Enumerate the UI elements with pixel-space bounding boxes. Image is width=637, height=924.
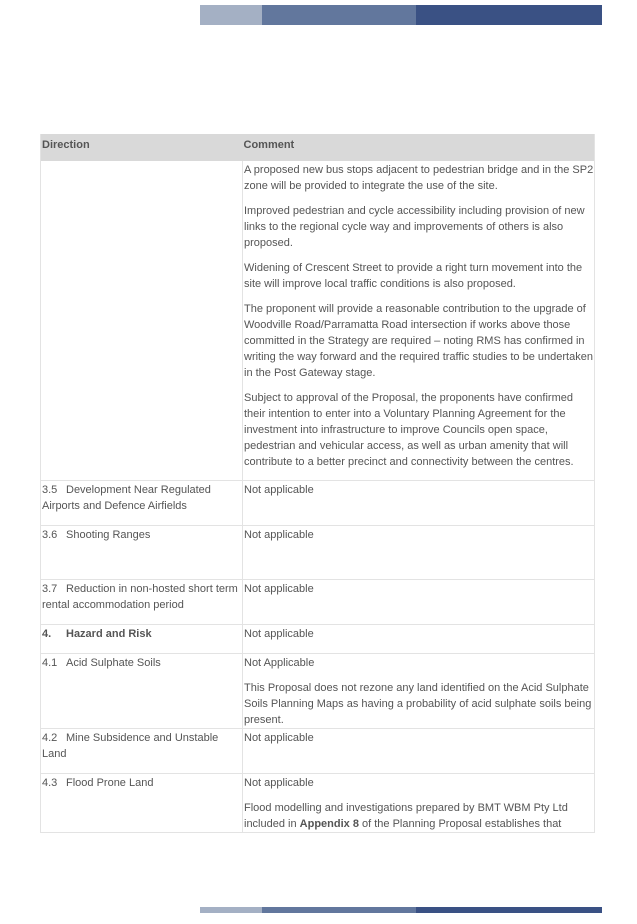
- direction-cell: [41, 654, 243, 729]
- direction-title: Reduction in non-hosted short term rental accommodation period: [42, 583, 238, 611]
- comment-cell: [243, 729, 595, 774]
- comment-cell: [243, 580, 595, 625]
- comment-paragraph: Not applicable: [244, 777, 314, 789]
- comment-text: Not applicable: [244, 732, 314, 744]
- header-color-band: [200, 5, 602, 25]
- footer-band-segment: [200, 907, 262, 913]
- direction-title: Shooting Ranges: [66, 529, 151, 541]
- table-header-row: [41, 134, 595, 161]
- direction-title: Acid Sulphate Soils: [66, 657, 161, 669]
- direction-cell: [41, 774, 243, 833]
- table-row: [41, 774, 595, 833]
- direction-cell: [41, 161, 243, 481]
- table-row: [41, 580, 595, 625]
- direction-cell: [41, 580, 243, 625]
- direction-cell: [41, 729, 243, 774]
- comment-paragraph: This Proposal does not rezone any land identified on the Acid Sulphate Soils Planning Maps as having a probability of acid sulphate soils being present.: [244, 682, 592, 726]
- table-row: [41, 654, 595, 729]
- header-band-segment: [262, 5, 416, 25]
- comment-paragraph: Widening of Crescent Street to provide a right turn movement into the site will improve local traffic conditions is also proposed.: [244, 262, 583, 290]
- table-row: [41, 161, 595, 481]
- header-band-segment: [416, 5, 602, 25]
- direction-title: Development Near Regulated Airports and Defence Airfields: [42, 484, 211, 512]
- comment-cell: [243, 625, 595, 654]
- appendix-reference: Appendix 8: [299, 818, 359, 830]
- comment-text: Not applicable: [244, 484, 314, 496]
- footer-band-segment: [416, 907, 602, 913]
- comment-paragraph: Improved pedestrian and cycle accessibility including provision of new links to the regional cycle way and improvements of others is also proposed.: [244, 205, 585, 249]
- direction-number: 4.2: [42, 732, 58, 744]
- comment-cell: [243, 526, 595, 580]
- comment-paragraph: Subject to approval of the Proposal, the proponents have confirmed their intention to enter into a Voluntary Planning Agreement for the investment into infrastructure to improve Councils open space, pedestrian and vehicular access, as well as urban amenity that will contribute to a better precinct and connectivity between the centres.: [244, 392, 574, 468]
- table-row: [41, 625, 595, 654]
- comment-paragraph: [244, 800, 594, 832]
- comment-text: of the Planning Proposal establishes that: [358, 818, 562, 830]
- comment-text: Not applicable: [244, 529, 314, 541]
- direction-cell: [41, 481, 243, 526]
- direction-number: 4.: [42, 628, 52, 640]
- directions-table: [40, 134, 595, 833]
- footer-band-segment: [262, 907, 416, 913]
- direction-cell: [41, 526, 243, 580]
- direction-title: Mine Subsidence and Unstable Land: [42, 732, 219, 760]
- direction-cell: [41, 625, 243, 654]
- comment-cell: [243, 161, 595, 481]
- table-row: [41, 526, 595, 580]
- comment-cell: [243, 481, 595, 526]
- direction-number: 4.3: [42, 777, 58, 789]
- comment-text: Not applicable: [244, 628, 314, 640]
- comment-text: Not applicable: [244, 583, 314, 595]
- comment-paragraph: Not Applicable: [244, 657, 315, 669]
- direction-number: 3.7: [42, 583, 58, 595]
- comment-cell: [243, 654, 595, 729]
- table-row: [41, 481, 595, 526]
- comment-paragraph: The proponent will provide a reasonable contribution to the upgrade of Woodville Road/Parramatta Road intersection if works above those committed in the Strategy are required – noting RMS has confirmed in writing the way forward and the required traffic studies to be undertaken in the Post Gateway stage.: [244, 303, 593, 379]
- comment-cell: [243, 774, 595, 833]
- table-row: [41, 729, 595, 774]
- direction-number: 4.1: [42, 657, 58, 669]
- direction-number: 3.5: [42, 484, 58, 496]
- comment-text: Flood modelling and investigations prepared by BMT WBM Pty Ltd included in: [244, 802, 568, 830]
- direction-title: Flood Prone Land: [66, 777, 154, 789]
- comment-paragraph: A proposed new bus stops adjacent to pedestrian bridge and in the SP2 zone will be provided to integrate the use of the site.: [244, 164, 594, 192]
- direction-number: 3.6: [42, 529, 58, 541]
- column-header-comment: Comment: [243, 134, 595, 161]
- column-header-direction: Direction: [41, 134, 243, 161]
- header-band-segment: [200, 5, 262, 25]
- direction-title: Hazard and Risk: [66, 628, 152, 640]
- footer-color-band: [200, 907, 602, 913]
